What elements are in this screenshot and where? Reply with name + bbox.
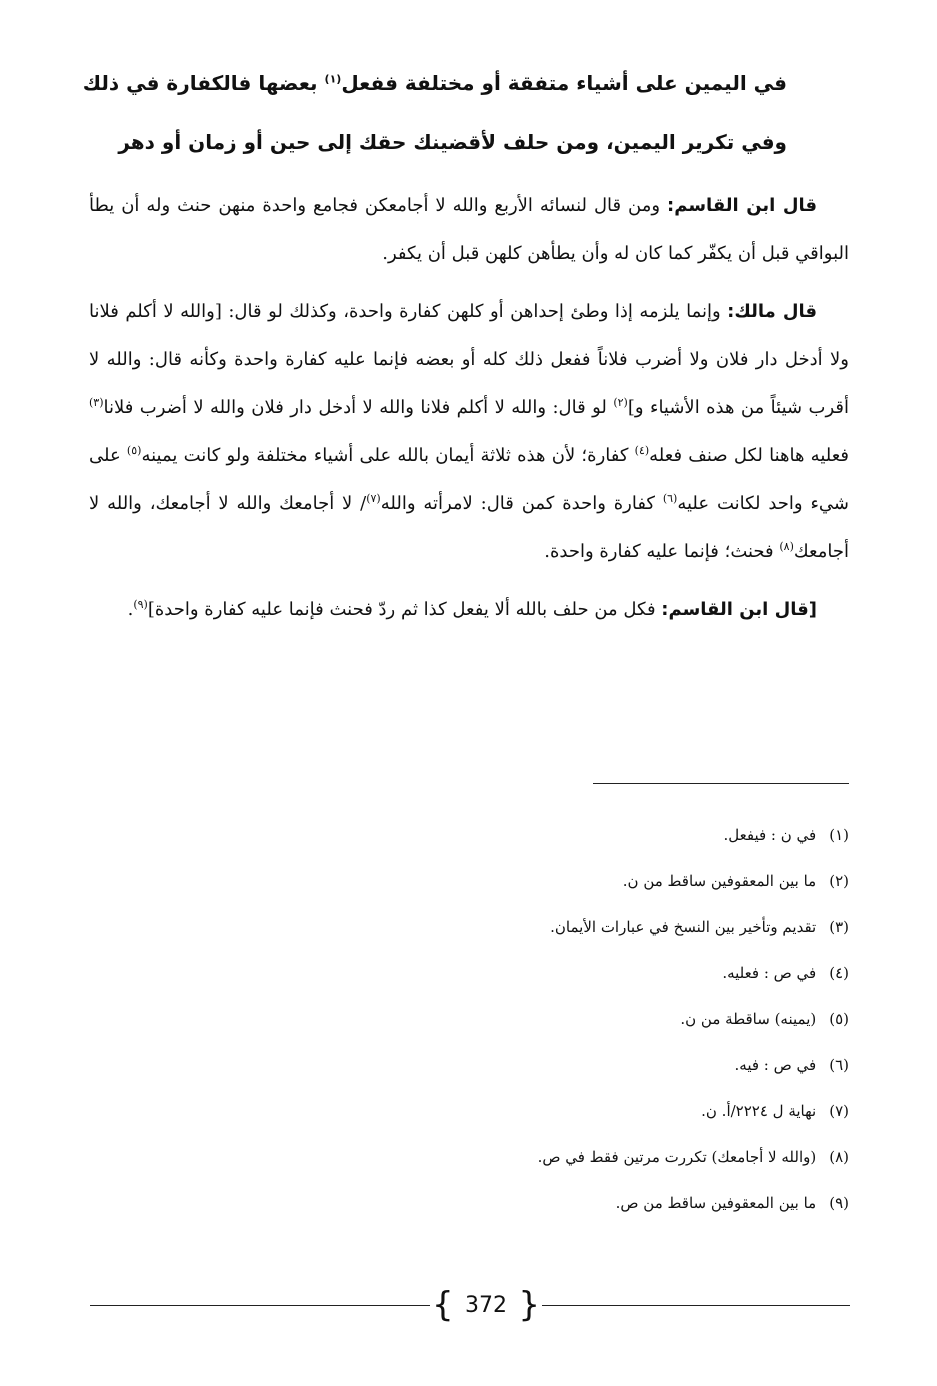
footer-rule-left: [90, 1305, 430, 1306]
footnote-marker: (٤): [634, 444, 650, 457]
footnote-number: (٢): [829, 872, 849, 890]
footnote-item: [149, 1088, 849, 1134]
chapter-title-line-2: وفي تكرير اليمين، ومن حلف لأقضينك حقك إلى حين أو زمان أو دهر: [118, 130, 787, 154]
footnote-number: (٨): [829, 1148, 849, 1166]
paragraph-text: فحنث؛ فإنما عليه كفارة واحدة.: [544, 541, 780, 562]
page-number: 372: [465, 1293, 507, 1318]
paragraph-text: .: [127, 599, 134, 620]
footnote-text: نهاية ل ٢٢٢٤/أ. ن.: [701, 1102, 817, 1120]
footnote-text: (والله لا أجامعك) تكررت مرتين فقط في ص.: [537, 1148, 817, 1166]
paragraph-text: / لا أجامعك والله لا أجامعك، والله لا أجامعك: [89, 493, 849, 562]
footnote-separator: [593, 783, 849, 784]
title-text: في اليمين على أشياء متفقة أو مختلفة ففعل: [341, 71, 787, 95]
speaker-label: قال ابن القاسم:: [667, 195, 817, 216]
speaker-label: [قال ابن القاسم:: [661, 599, 817, 620]
paragraph-text: فعليه هاهنا لكل صنف فعله: [649, 445, 850, 466]
footnote-number: (٦): [829, 1056, 849, 1074]
footnote-item: [149, 1180, 849, 1226]
footnote-number: (٤): [829, 964, 849, 982]
footnote-marker: (٢): [613, 396, 628, 409]
paragraph-text: لو قال: والله لا أكلم فلانا والله لا أدخل دار فلان والله لا أضرب فلانا: [103, 397, 614, 418]
footnote-item: [149, 858, 849, 904]
footnote-number: (١): [829, 826, 849, 844]
footnote-item: [149, 950, 849, 996]
footnote-marker: (٧): [366, 492, 381, 505]
footnote-text: في ص : فيه.: [734, 1056, 817, 1074]
footnote-marker: (٣): [89, 396, 104, 409]
paragraph-text: كفارة؛ لأن هذه ثلاثة أيمان بالله على أشياء مختلفة ولو كانت يمينه: [141, 445, 635, 466]
footnote-number: (٣): [829, 918, 849, 936]
paragraph-text: وإنما يلزمه إذا وطئ إحداهن أو كلهن كفارة واحدة، وكذلك لو قال: [والله لا أكلم فلانا ولا أدخل دار فلان ولا أضرب فلاناً ففعل ذلك كله أو بعضه فإنما عليه كفارة واحدة وكأنه قال: والله لا أقرب شيئاً من هذه الأشياء و]: [89, 301, 849, 418]
paragraph-text: على شيء واحد لكانت عليه: [89, 445, 849, 514]
paragraph-text: كفارة واحدة كمن قال: لامرأته والله: [380, 493, 663, 514]
footnote-item: [149, 904, 849, 950]
footnote-number: (٧): [829, 1102, 849, 1120]
title-text-rest: بعضها فالكفارة في ذلك: [82, 71, 325, 95]
footnote-text: في ن : فيفعل.: [723, 826, 817, 844]
footnote-item: [149, 996, 849, 1042]
footnote-text: ما بين المعقوفين ساقط من ص.: [615, 1194, 817, 1212]
chapter-title-line-1: [82, 68, 787, 98]
footnote-marker: (٩): [133, 598, 148, 611]
left-brace-icon: {: [432, 1285, 454, 1325]
footnote-text: (يمينه) ساقطة من ن.: [680, 1010, 817, 1028]
footnote-text: ما بين المعقوفين ساقط من ن.: [622, 872, 817, 890]
footer-rule-right: [542, 1305, 850, 1306]
footnote-marker: (٨): [779, 540, 794, 553]
footnote-text: تقديم وتأخير بين النسخ في عبارات الأيمان.: [550, 918, 817, 936]
page-number-box: [432, 1286, 540, 1326]
paragraph-2: [89, 288, 849, 576]
footnote-marker: (٦): [662, 492, 678, 505]
main-text: [89, 182, 849, 644]
footnote-marker: (٥): [126, 444, 142, 457]
footnote-item: [149, 812, 849, 858]
footnote-number: (٩): [829, 1194, 849, 1212]
paragraph-text: ومن قال لنسائه الأربع والله لا أجامعكن فجامع واحدة منهن حنث وله أن يطأ البواقي قبل أن يكفّر كما كان له وأن يطأهن كلهن قبل أن يكفر.: [89, 195, 849, 264]
footnotes: [149, 812, 849, 1226]
paragraph-3: [89, 586, 849, 634]
paragraph-1: [89, 182, 849, 278]
footnote-marker: (١): [324, 72, 342, 86]
footnote-item: [149, 1134, 849, 1180]
paragraph-text: فكل من حلف بالله ألا يفعل كذا ثم ردّ فحنث فإنما عليه كفارة واحدة]: [147, 599, 662, 620]
speaker-label: قال مالك:: [727, 301, 817, 322]
right-brace-icon: }: [518, 1285, 540, 1325]
footnote-number: (٥): [829, 1010, 849, 1028]
footnote-text: في ص : فعليه.: [722, 964, 817, 982]
footnote-item: [149, 1042, 849, 1088]
